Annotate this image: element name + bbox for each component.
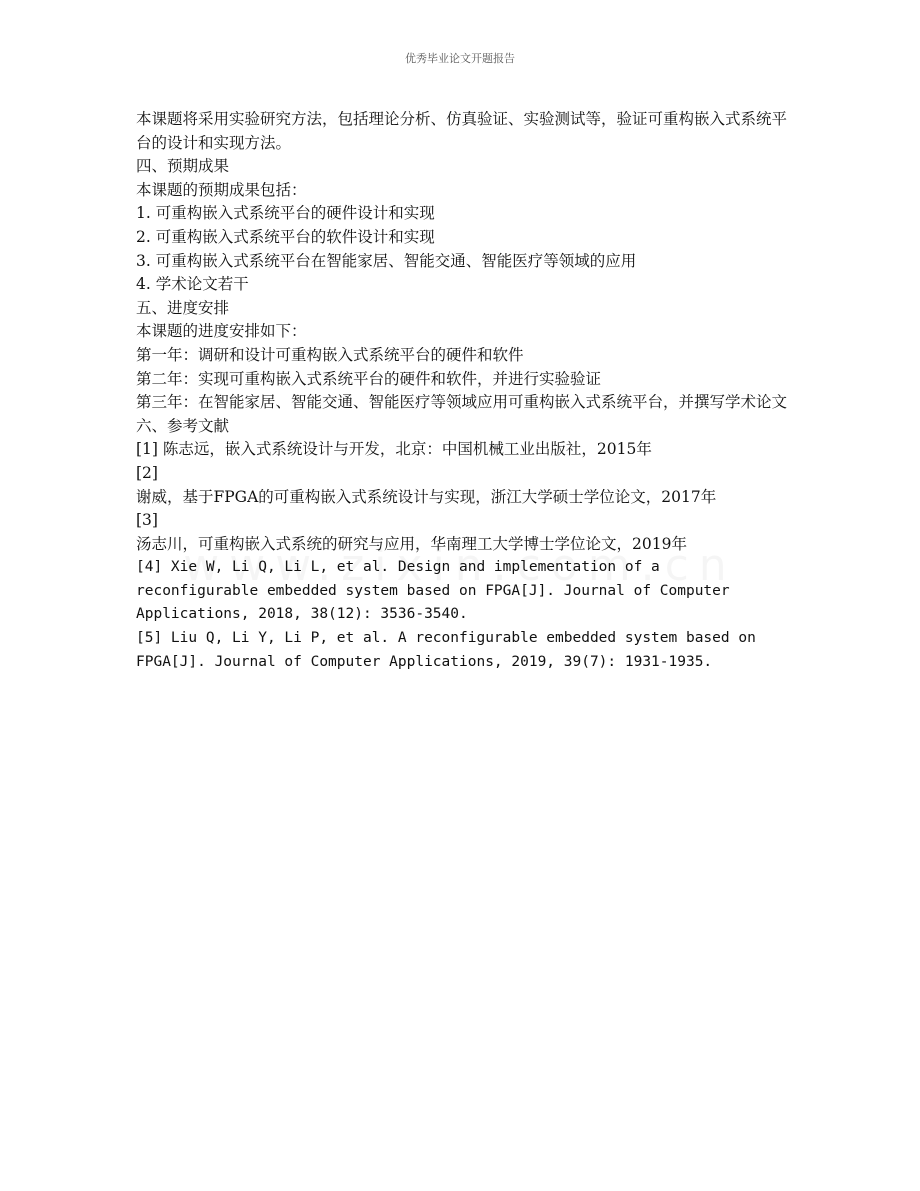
reference-2: 谢威，基于FPGA的可重构嵌入式系统设计与实现，浙江大学硕士学位论文，2017年 (136, 487, 717, 506)
reference-3: 汤志川，可重构嵌入式系统的研究与应用，华南理工大学博士学位论文，2019年 (136, 534, 687, 553)
document-body (136, 108, 788, 674)
method-paragraph: 本课题将采用实验研究方法，包括理论分析、仿真验证、实验测试等，验证可重构嵌入式系统平台的设计和实现方法。 (136, 110, 788, 152)
reference-4-line: [4] Xie W, Li Q, Li L, et al. Design and implementation of a (136, 559, 660, 576)
schedule-intro: 本课题的进度安排如下： (136, 322, 307, 341)
reference-2-marker: [2] (136, 463, 158, 482)
reference-4-line: Applications, 2018, 38(12): 3536-3540. (136, 606, 468, 623)
outcome-item: 1. 可重构嵌入式系统平台的硬件设计和实现 (136, 204, 435, 223)
reference-1: [1] 陈志远，嵌入式系统设计与开发，北京：中国机械工业出版社，2015年 (136, 440, 652, 459)
section-heading-outcomes: 四、预期成果 (136, 157, 230, 176)
outcome-item: 3. 可重构嵌入式系统平台在智能家居、智能交通、智能医疗等领域的应用 (136, 251, 637, 270)
reference-5-line: [5] Liu Q, Li Y, Li P, et al. A reconfigurable embedded system based on (136, 630, 756, 647)
reference-4-line: reconfigurable embedded system based on FPGA[J]. Journal of Computer (136, 582, 730, 599)
schedule-item: 第二年：实现可重构嵌入式系统平台的硬件和软件，并进行实验验证 (136, 369, 602, 388)
section-heading-references: 六、参考文献 (136, 416, 230, 435)
page-header: 优秀毕业论文开题报告 (405, 52, 515, 65)
reference-3-marker: [3] (136, 511, 158, 530)
reference-5-line: FPGA[J]. Journal of Computer Applications, 2019, 39(7): 1931-1935. (136, 653, 713, 670)
schedule-item: 第一年：调研和设计可重构嵌入式系统平台的硬件和软件 (136, 345, 524, 364)
outcome-item: 2. 可重构嵌入式系统平台的软件设计和实现 (136, 227, 435, 246)
section-heading-schedule: 五、进度安排 (136, 298, 230, 317)
outcome-item: 4. 学术论文若干 (136, 275, 249, 294)
outcomes-intro: 本课题的预期成果包括： (136, 180, 307, 199)
schedule-item: 第三年：在智能家居、智能交通、智能医疗等领域应用可重构嵌入式系统平台，并撰写学术论文 (136, 393, 788, 412)
